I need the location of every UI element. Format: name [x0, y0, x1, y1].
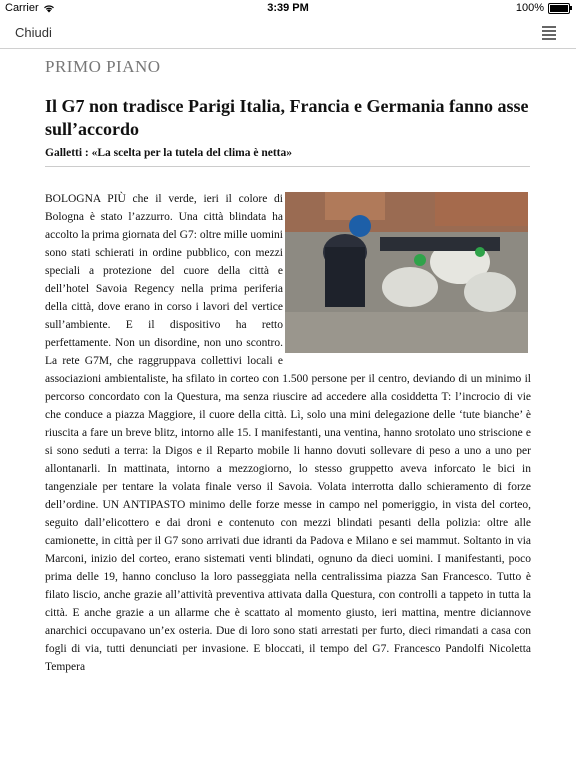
- close-button[interactable]: Chiudi: [15, 25, 52, 40]
- carrier-label: Carrier: [5, 2, 39, 14]
- battery-percent: 100%: [515, 2, 544, 14]
- section-label: PRIMO PIANO: [45, 57, 161, 76]
- battery-icon: [548, 3, 570, 14]
- nav-bar: [0, 18, 576, 49]
- article-subheadline: Galletti : «La scelta per la tutela del clima è netta»: [45, 147, 530, 167]
- list-menu-icon[interactable]: [542, 26, 556, 40]
- article-headline: Il G7 non tradisce Parigi Italia, Francia e Germania fanno asse sull’accordo: [45, 96, 529, 139]
- article-body-text: BOLOGNA PIÙ che il verde, ieri il colore di Bologna è stato l’azzurro. Una città blindata ha accolto la prima giornata del G7: oltre mille uomini sono stati schierati in ordine pubblico, con mezzi speciali a protezione del cuore della città e dell’hotel Savoia Regency nella prima periferia della città, dove erano in corso i lavori del vertice sull’ambiente. E il dispositivo ha retto perfettamente. Non un disordine, non uno scontro. La rete G7M, che raggruppava collettivi locali e associazioni ambientaliste, ha sfilato in corteo con 1.500 persone per il centro, deviando di un minimo il percorso concordato con la Questura, ma senza riuscire ad accedere alla cosiddetta T: l’incrocio di vie che conduce a piazza Maggiore, il cuore della città. Lì, solo una mini delegazione delle ‘tute bianche’ è riuscita a fare un breve blitz, intorno alle 15. I manifestanti, una ventina, hanno srotolato uno striscione e si sono seduti a terra: la Digos e il Reparto mobile li hanno dovuti sollevare di peso a uno a uno per allontanarli. In mattinata, intorno a mezzogiorno, lo stesso gruppetto aveva inforcato le bici in tangenziale per tentare la volata finale verso il Savoia. Volata interrotta dallo schieramento di forze dell’ordine. UN ANTIPASTO minimo delle forze messe in campo nel pomeriggio, in vista del corteo, seguito dall’elicottero e dai droni e contenuto con mezzi blindati pesanti della polizia: oltre alle camionette, in città per il G7 sono arrivati due idranti da Padova e Milano e sei mammut. Soltanto in via Marconi, inizio del corteo, erano sistemati venti blindati, ognuno da dieci uomini. I manifestanti, poco prima delle 19, hanno concluso la loro passeggiata nella centralissima piazza San Francesco. Tutto è filato liscio, anche grazie all’attività preventiva attivata dalla Questura, con controlli a tappeto in tutta la città. E anche grazie a un allarme che è scattato al momento giusto, ieri mattina, mentre diciannove anarchici occupavano un’ex osteria. Due di loro sono stati arrestati per furto, dieci rimandati a casa con fogli di via, tutti denunciati per invasione. E bloccati, il tempo del G7. Francesco Pandolfi Nicoletta Tempera: [45, 193, 531, 673]
- article-body: [45, 190, 531, 676]
- status-bar: [0, 0, 576, 18]
- status-time: 3:39 PM: [267, 2, 309, 14]
